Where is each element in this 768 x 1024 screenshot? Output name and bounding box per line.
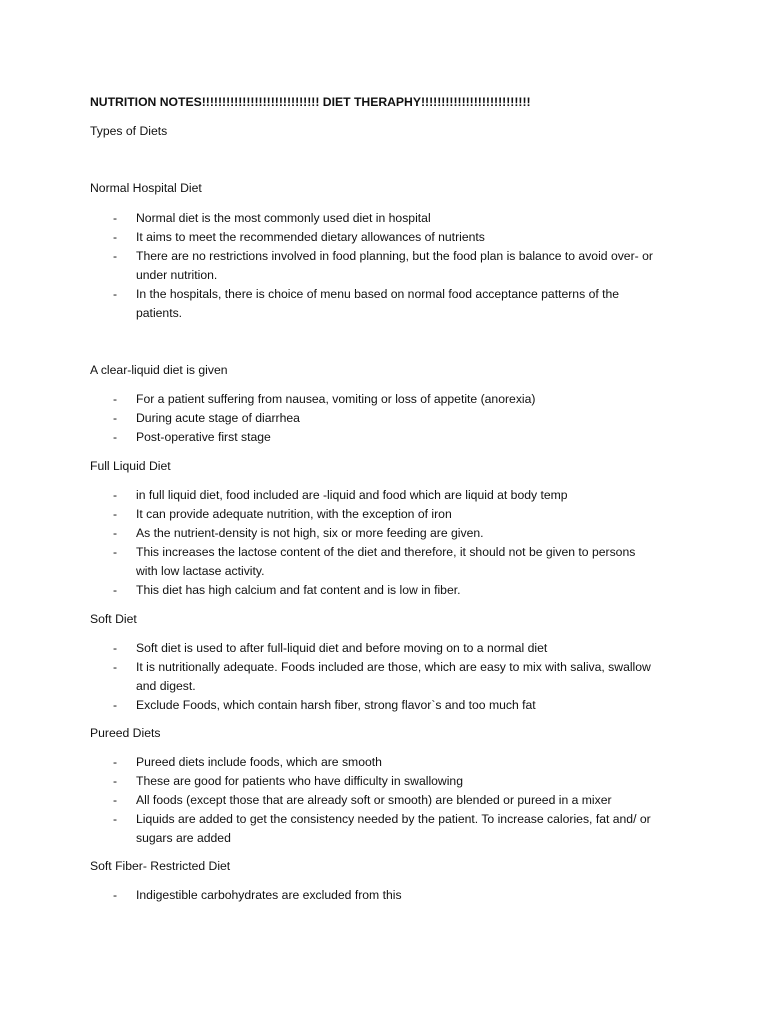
list-item: This increases the lactose content of the diet and therefore, it should not be given to persons [136, 545, 636, 559]
list-item: Post-operative first stage [136, 430, 271, 444]
section-heading: Soft Diet [90, 612, 137, 626]
list-item: Indigestible carbohydrates are excluded from this [136, 888, 402, 902]
list-item-continuation: with low lactase activity. [136, 564, 265, 578]
bullet-marker: - [113, 660, 118, 674]
list-item-continuation: patients. [136, 306, 183, 320]
bullet-marker: - [113, 641, 118, 655]
bullet-marker: - [113, 249, 118, 263]
list-item: There are no restrictions involved in food planning, but the food plan is balance to avoid over- or [136, 249, 653, 263]
list-item: It can provide adequate nutrition, with the exception of iron [136, 507, 452, 521]
bullet-marker: - [113, 488, 118, 502]
list-item-continuation: and digest. [136, 679, 196, 693]
list-item: For a patient suffering from nausea, vomiting or loss of appetite (anorexia) [136, 392, 536, 406]
bullet-marker: - [113, 526, 118, 540]
bullet-marker: - [113, 755, 118, 769]
list-item: In the hospitals, there is choice of menu based on normal food acceptance patterns of the [136, 287, 620, 301]
list-item-continuation: under nutrition. [136, 268, 218, 282]
section-heading: Normal Hospital Diet [90, 181, 202, 195]
list-item: All foods (except those that are already soft or smooth) are blended or pureed in a mixer [136, 793, 612, 807]
list-item: During acute stage of diarrhea [136, 411, 300, 425]
list-item: This diet has high calcium and fat content and is low in fiber. [136, 583, 461, 597]
document-title: NUTRITION NOTES!!!!!!!!!!!!!!!!!!!!!!!!!!!!! DIET THERAPHY!!!!!!!!!!!!!!!!!!!!!!!!!!! [90, 95, 531, 109]
section-heading: Soft Fiber- Restricted Diet [90, 859, 231, 873]
list-item: Normal diet is the most commonly used diet in hospital [136, 211, 431, 225]
list-item: It aims to meet the recommended dietary allowances of nutrients [136, 230, 485, 244]
list-item: It is nutritionally adequate. Foods included are those, which are easy to mix with saliva, swallow [136, 660, 651, 674]
list-item: These are good for patients who have difficulty in swallowing [136, 774, 463, 788]
section-heading: Full Liquid Diet [90, 459, 171, 473]
bullet-marker: - [113, 392, 118, 406]
section-heading: Pureed Diets [90, 726, 161, 740]
bullet-marker: - [113, 507, 118, 521]
list-item-continuation: sugars are added [136, 831, 231, 845]
document-subtitle: Types of Diets [90, 124, 168, 138]
bullet-marker: - [113, 812, 118, 826]
list-item: Pureed diets include foods, which are smooth [136, 755, 382, 769]
bullet-marker: - [113, 888, 118, 902]
bullet-marker: - [113, 411, 118, 425]
list-item: As the nutrient-density is not high, six or more feeding are given. [136, 526, 484, 540]
bullet-marker: - [113, 287, 118, 301]
list-item: Soft diet is used to after full-liquid diet and before moving on to a normal diet [136, 641, 548, 655]
bullet-marker: - [113, 211, 118, 225]
bullet-marker: - [113, 793, 118, 807]
list-item: Liquids are added to get the consistency needed by the patient. To increase calories, fat and/ or [136, 812, 651, 826]
bullet-marker: - [113, 430, 118, 444]
bullet-marker: - [113, 774, 118, 788]
bullet-marker: - [113, 583, 118, 597]
bullet-marker: - [113, 230, 118, 244]
list-item: in full liquid diet, food included are -liquid and food which are liquid at body temp [136, 488, 568, 502]
section-heading: A clear-liquid diet is given [90, 363, 228, 377]
bullet-marker: - [113, 698, 118, 712]
bullet-marker: - [113, 545, 118, 559]
list-item: Exclude Foods, which contain harsh fiber, strong flavor`s and too much fat [136, 698, 536, 712]
